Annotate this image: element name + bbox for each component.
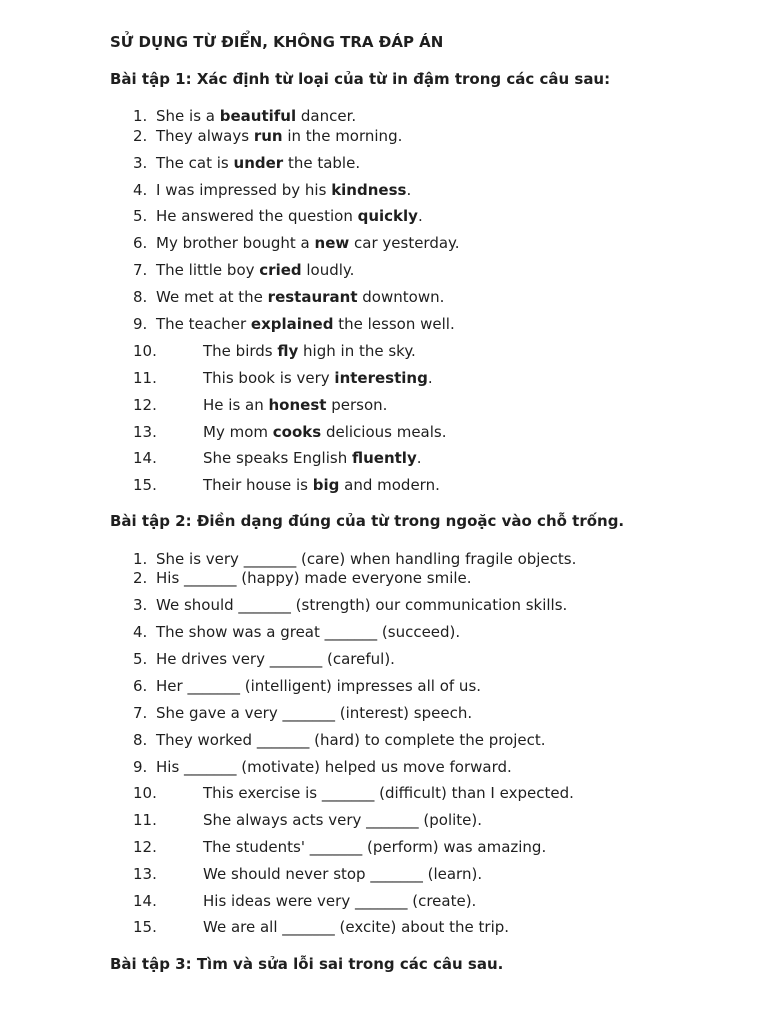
bold-word: cried (259, 261, 302, 279)
item-text: She is very _______ (care) when handling fragile objects. (156, 550, 577, 568)
item-number: 12. (133, 396, 157, 414)
item-text-before: The birds (203, 342, 278, 360)
item-text-before: I was impressed by his (156, 181, 332, 199)
item-text-before: My brother bought a (156, 234, 315, 252)
item-text (203, 396, 387, 414)
item-text-after: the table. (283, 154, 361, 172)
document-title: SỬ DỤNG TỪ ĐIỂN, KHÔNG TRA ĐÁP ÁN (110, 33, 444, 51)
item-text-after: the lesson well. (333, 315, 455, 333)
item-text-before: He answered the question (156, 207, 358, 225)
item-number: 5. (133, 207, 148, 225)
item-text-after: . (427, 369, 433, 387)
bold-word: run (253, 127, 283, 145)
item-text (156, 315, 455, 333)
item-number: 5. (133, 650, 148, 668)
exercise2-heading: Bài tập 2: Điền dạng đúng của từ trong ngoặc vào chỗ trống. (110, 512, 625, 530)
item-text-before: They always (156, 127, 254, 145)
bold-word: cooks (272, 423, 322, 441)
item-text-after: person. (326, 396, 388, 414)
item-text (156, 288, 444, 306)
item-text-before: He is an (203, 396, 269, 414)
item-text-before: We met at the (156, 288, 268, 306)
item-text: They worked _______ (hard) to complete the project. (156, 731, 546, 749)
item-text: He drives very _______ (careful). (156, 650, 395, 668)
item-text-before: The cat is (156, 154, 234, 172)
item-text (203, 476, 440, 494)
exercise1-heading: Bài tập 1: Xác định từ loại của từ in đậm trong các câu sau: (110, 70, 611, 88)
item-text-after: car yesterday. (349, 234, 460, 252)
item-number: 10. (133, 784, 157, 802)
bold-word: under (233, 154, 284, 172)
item-number: 9. (133, 758, 148, 776)
item-number: 4. (133, 181, 148, 199)
item-text: His _______ (happy) made everyone smile. (156, 569, 472, 587)
item-number: 13. (133, 423, 157, 441)
item-text: She always acts very _______ (polite). (203, 811, 483, 829)
item-text: We should never stop _______ (learn). (203, 865, 483, 883)
item-text (156, 127, 402, 145)
bold-word: interesting (334, 369, 428, 387)
item-text (156, 107, 356, 125)
item-text: This exercise is _______ (difficult) than I expected. (203, 784, 574, 802)
item-text-after: downtown. (357, 288, 445, 306)
item-number: 13. (133, 865, 157, 883)
item-number: 8. (133, 288, 148, 306)
item-number: 15. (133, 918, 157, 936)
item-text (156, 234, 460, 252)
item-number: 3. (133, 154, 148, 172)
item-text-after: . (406, 181, 412, 199)
item-text-after: high in the sky. (298, 342, 416, 360)
item-text-before: This book is very (203, 369, 335, 387)
item-text-before: She speaks English (203, 449, 352, 467)
bold-word: new (314, 234, 350, 252)
bold-word: fly (277, 342, 299, 360)
item-text (203, 369, 433, 387)
bold-word: fluently (351, 449, 417, 467)
item-number: 6. (133, 234, 148, 252)
item-text: The students' _______ (perform) was amazing. (203, 838, 547, 856)
item-number: 11. (133, 811, 157, 829)
item-text-after: and modern. (339, 476, 440, 494)
bold-word: explained (250, 315, 334, 333)
item-text-before: Their house is (203, 476, 313, 494)
item-text-after: . (416, 449, 422, 467)
item-text-after: . (417, 207, 423, 225)
bold-word: beautiful (219, 107, 297, 125)
item-text (156, 181, 411, 199)
item-number: 14. (133, 892, 157, 910)
bold-word: honest (268, 396, 327, 414)
item-number: 14. (133, 449, 157, 467)
item-text (156, 154, 360, 172)
item-number: 12. (133, 838, 157, 856)
item-number: 10. (133, 342, 157, 360)
item-text: His ideas were very _______ (create). (203, 892, 477, 910)
item-number: 2. (133, 127, 148, 145)
item-text: She gave a very _______ (interest) speech. (156, 704, 473, 722)
item-text: The show was a great _______ (succeed). (156, 623, 461, 641)
item-text-after: dancer. (296, 107, 357, 125)
item-number: 8. (133, 731, 148, 749)
bold-word: kindness (331, 181, 407, 199)
item-number: 9. (133, 315, 148, 333)
item-number: 7. (133, 261, 148, 279)
item-number: 11. (133, 369, 157, 387)
item-text (203, 423, 447, 441)
item-text (156, 261, 354, 279)
item-text: His _______ (motivate) helped us move forward. (156, 758, 512, 776)
item-number: 1. (133, 107, 148, 125)
item-text-before: She is a (156, 107, 220, 125)
item-text-before: The little boy (156, 261, 260, 279)
bold-word: quickly (357, 207, 418, 225)
item-number: 3. (133, 596, 148, 614)
item-number: 15. (133, 476, 157, 494)
item-number: 1. (133, 550, 148, 568)
item-text-after: in the morning. (282, 127, 403, 145)
item-number: 2. (133, 569, 148, 587)
item-text: We are all _______ (excite) about the trip. (203, 918, 510, 936)
item-text: We should _______ (strength) our communication skills. (156, 596, 568, 614)
item-text: Her _______ (intelligent) impresses all of us. (156, 677, 482, 695)
item-text-after: delicious meals. (321, 423, 447, 441)
bold-word: big (312, 476, 340, 494)
item-text (156, 207, 423, 225)
item-text-before: The teacher (156, 315, 251, 333)
item-number: 4. (133, 623, 148, 641)
item-text (203, 342, 416, 360)
item-number: 6. (133, 677, 148, 695)
item-text-after: loudly. (301, 261, 355, 279)
item-number: 7. (133, 704, 148, 722)
item-text (203, 449, 422, 467)
item-text-before: My mom (203, 423, 273, 441)
exercise3-heading: Bài tập 3: Tìm và sửa lỗi sai trong các câu sau. (110, 955, 504, 973)
bold-word: restaurant (267, 288, 358, 306)
